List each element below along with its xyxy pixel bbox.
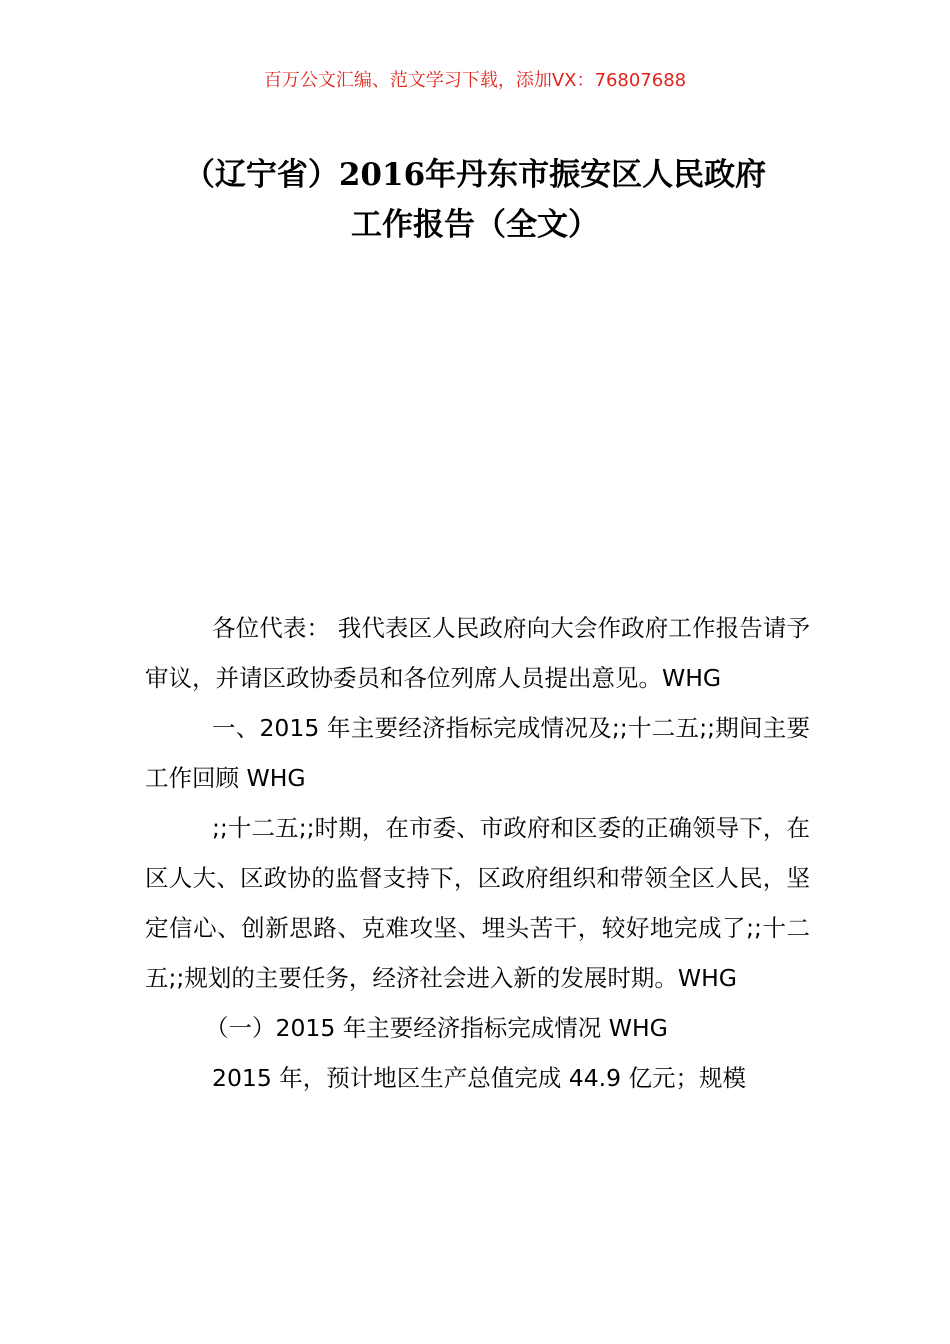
title-line-1: （辽宁省）2016年丹东市振安区人民政府 — [183, 157, 767, 193]
paragraph-subsection-heading: （一）2015 年主要经济指标完成情况 WHG — [205, 1014, 668, 1042]
paragraph-section-heading: 一、2015 年主要经济指标完成情况及;;十二五;;期间主要工作回顾 WHG — [145, 714, 810, 792]
paragraph-salutation: 各位代表： 我代表区人民政府向大会作政府工作报告请予审议，并请区政协委员和各位列席人员提出意见。WHG — [145, 614, 810, 692]
document-body — [145, 603, 810, 1103]
paragraph-review: ;;十二五;;时期，在市委、市政府和区委的正确领导下，在区人大、区政协的监督支持下，区政府组织和带领全区人民，坚定信心、创新思路、克难攻坚、埋头苦干，较好地完成了;;十二五;;规划的主要任务，经济社会进入新的发展时期。WHG — [145, 814, 810, 992]
document-title — [100, 150, 850, 250]
header-note: 百万公文汇编、范文学习下载，添加VX：76807688 — [263, 70, 687, 91]
title-line-2: 工作报告（全文） — [351, 207, 599, 243]
paragraph-indicators: 2015 年，预计地区生产总值完成 44.9 亿元；规模 — [212, 1064, 747, 1092]
